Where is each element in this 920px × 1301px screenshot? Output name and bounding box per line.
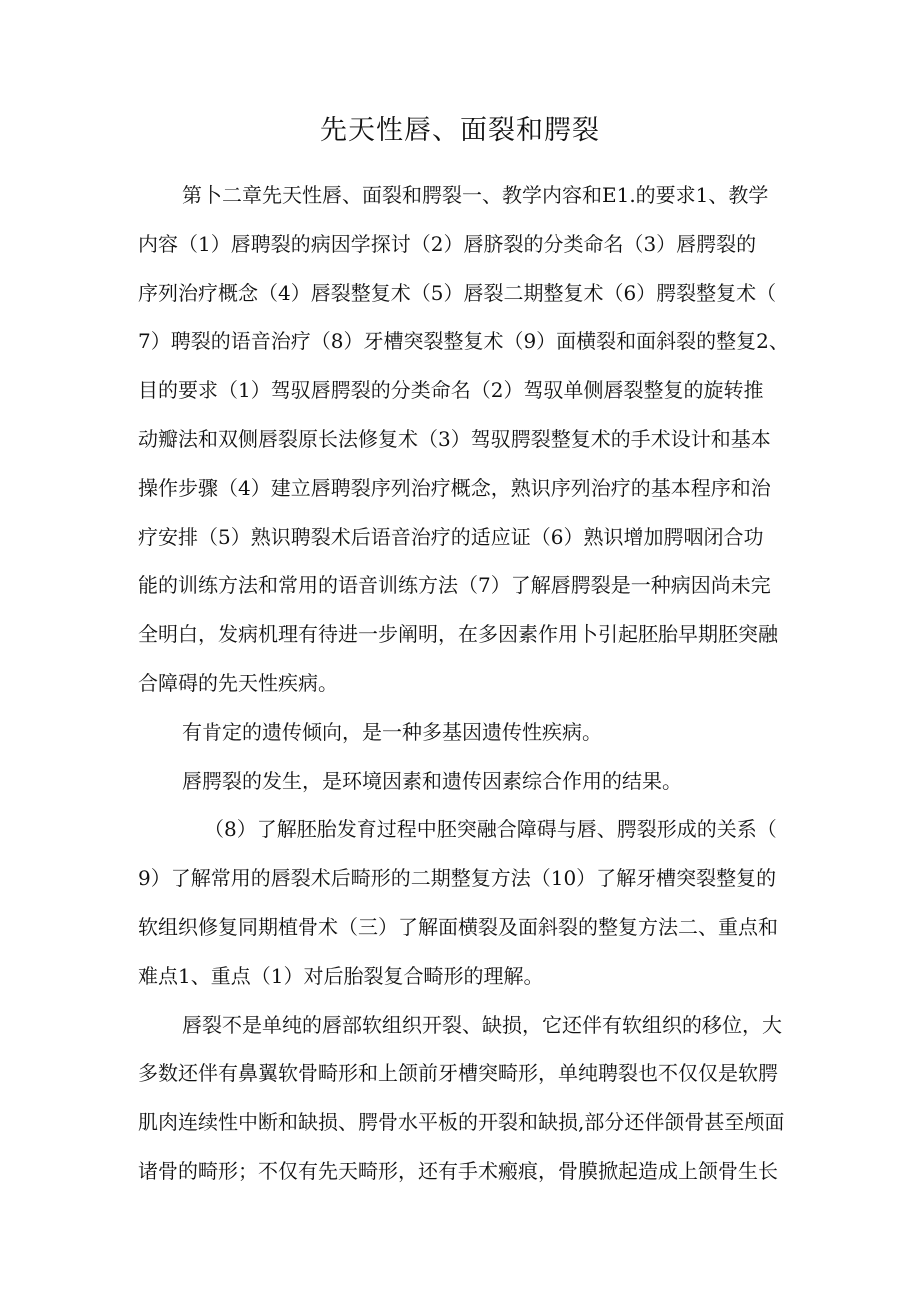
text-line: 诸骨的畸形；不仅有先天畸形，还有手术瘢痕，骨膜掀起造成上颌骨生长 — [138, 1158, 778, 1183]
text-line: 难点1、重点（1）对后胎裂复合畸形的理解。 — [138, 963, 544, 988]
text-line: 合障碍的先天性疾病。 — [138, 670, 338, 695]
text-line: 唇腭裂的发生，是环境因素和遗传因素综合作用的结果。 — [182, 768, 682, 793]
document-body — [138, 178, 798, 1203]
text-line: 7）聘裂的语音治疗（8）牙槽突裂整复术（9）面横裂和面斜裂的整复2、 — [138, 329, 789, 354]
text-line: 软组织修复同期植骨术（三）了解面横裂及面斜裂的整复方法二、重点和 — [138, 914, 778, 939]
text-line: 疗安排（5）熟识聘裂术后语音治疗的适应证（6）熟识增加腭咽闭合功 — [138, 524, 764, 549]
text-line: 9）了解常用的唇裂术后畸形的二期整复方法（10）了解牙槽突裂整复的 — [138, 866, 777, 891]
document-title: 先天性唇、面裂和腭裂 — [320, 115, 600, 146]
text-line: 内容（1）唇聘裂的病因学探讨（2）唇脐裂的分类命名（3）唇腭裂的 — [138, 231, 757, 256]
text-line: 唇裂不是单纯的唇部软组织开裂、缺损，它还伴有软组织的移位，大 — [182, 1012, 782, 1037]
text-line: 肌肉连续性中断和缺损、腭骨水平板的开裂和缺损,部分还伴颌骨甚至颅面 — [138, 1110, 785, 1135]
text-line: 动瓣法和双侧唇裂原长法修复术（3）驾驭腭裂整复术的手术设计和基本 — [138, 426, 771, 451]
text-line: 第卜二章先天性唇、面裂和腭裂一、教学内容和E1.的要求1、教学 — [182, 183, 769, 207]
text-line: 序列治疗概念（4）唇裂整复术（5）唇裂二期整复术（6）腭裂整复术（ — [138, 280, 777, 305]
text-line: 有肯定的遗传倾向，是一种多基因遗传性疾病。 — [182, 719, 602, 744]
text-line: 能的训练方法和常用的语音训练方法（7）了解唇腭裂是一种病因尚未完 — [138, 573, 771, 598]
text-line: 操作步骤（4）建立唇聘裂序列治疗概念，熟识序列治疗的基本程序和治 — [138, 475, 771, 500]
text-line: （8）了解胚胎发育过程中胚突融合障碍与唇、腭裂形成的关系（ — [204, 817, 777, 842]
text-line: 多数还伴有鼻翼软骨畸形和上颌前牙槽突畸形，单纯聘裂也不仅仅是软腭 — [138, 1061, 778, 1086]
text-line: 目的要求（1）驾驭唇腭裂的分类命名（2）驾驭单侧唇裂整复的旋转推 — [138, 378, 764, 403]
text-line: 全明白，发病机理有待进一步阐明，在多因素作用卜引起胚胎早期胚突融 — [138, 622, 778, 647]
